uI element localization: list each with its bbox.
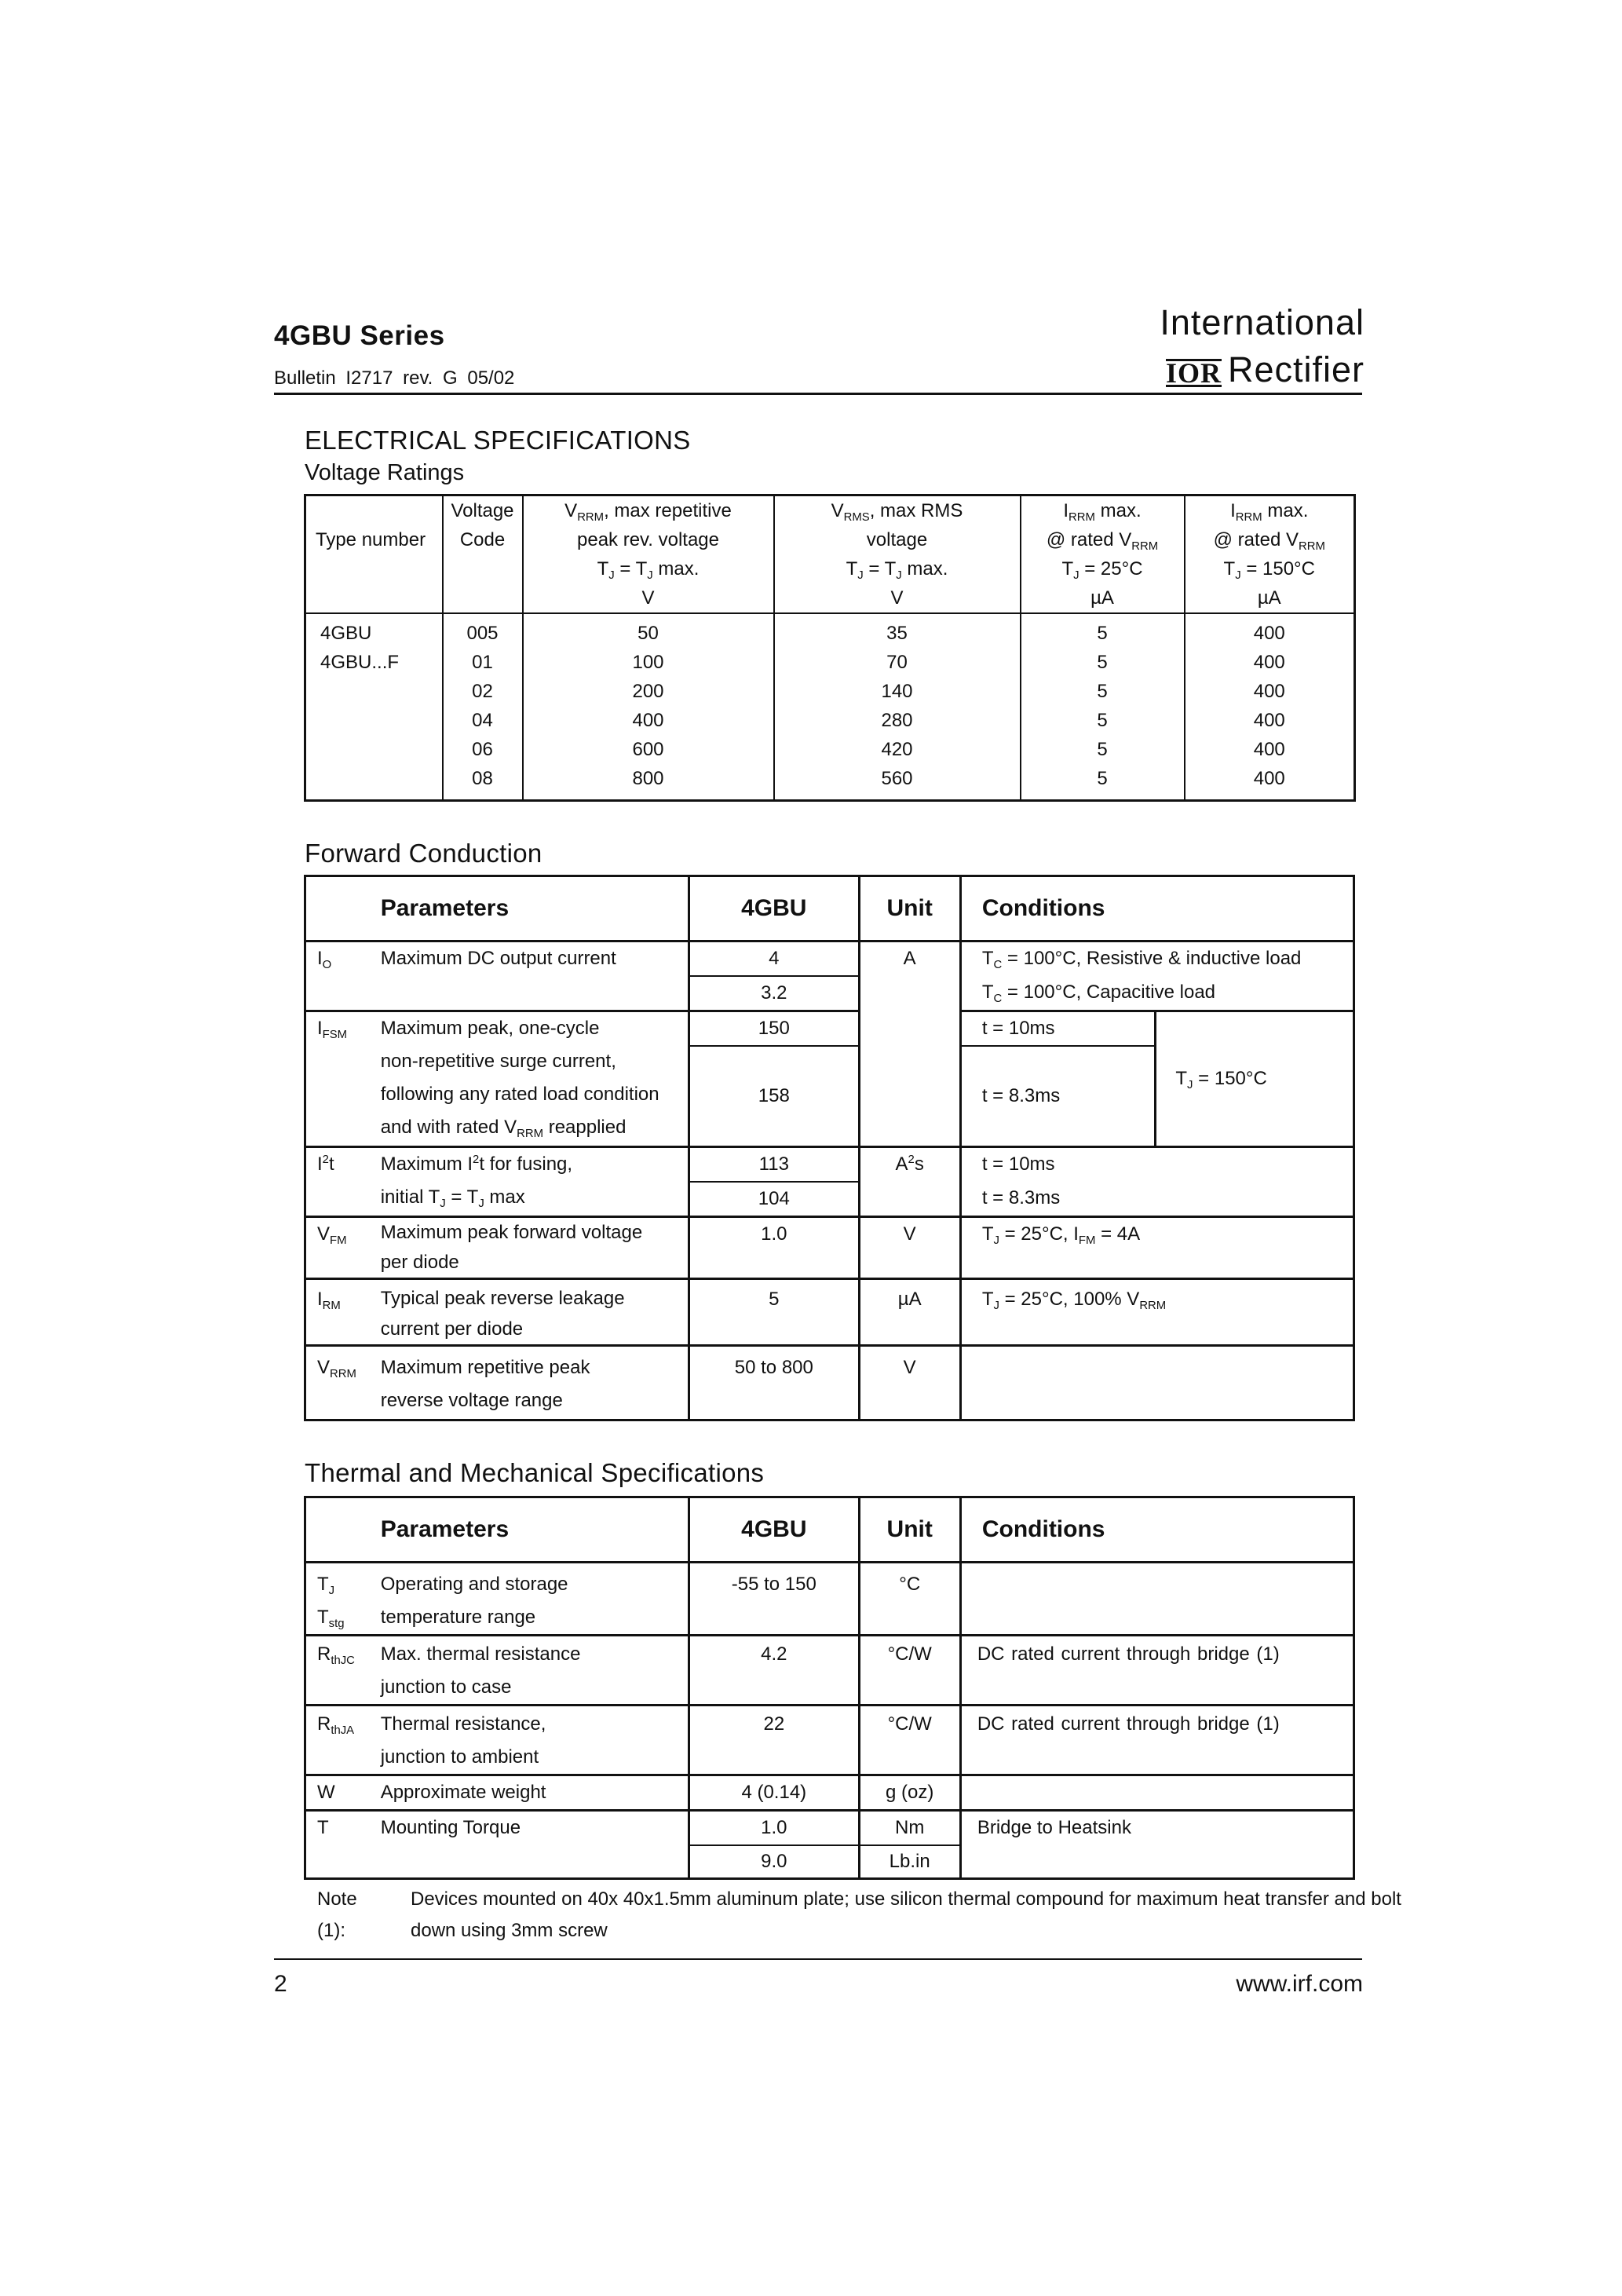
table-row — [305, 1706, 1354, 1775]
irrm-25c-value: 5 — [1021, 648, 1185, 677]
param-ifsm: Maximum peak, one-cycle non-repetitive surge current, following any rated load condition and with rated $V_{RRM}$ reapplied — [381, 1011, 689, 1147]
cond-irm: $T_J = 25^\circ C$, 100% $V_{RRM}$ — [960, 1279, 1353, 1346]
param-i2t: Maximum $I^2t$ for fusing, initial $T_J = T_J$ max — [381, 1147, 689, 1217]
table-row — [305, 613, 1355, 648]
forward-table-header — [305, 876, 1354, 941]
unit-torque-1: Nm — [859, 1811, 960, 1846]
symbol-io: $I_O$ — [317, 948, 332, 972]
vrrm-value: 200 — [523, 677, 774, 706]
page-number: 2 — [274, 1971, 287, 1997]
voltage-code: 06 — [443, 735, 523, 764]
irrm-150c-value: 400 — [1253, 739, 1285, 760]
type-number: 4GBU...F — [305, 648, 443, 677]
symbol-rthjc: $R_{thJC}$ — [305, 1636, 381, 1706]
table-row — [305, 1775, 1354, 1811]
col-parameters: Parameters — [381, 876, 689, 941]
param-weight: Approximate weight — [381, 1775, 689, 1811]
vrrm-value: 100 — [523, 648, 774, 677]
header-type-number: Type number — [305, 495, 443, 614]
value-irm: 5 — [689, 1279, 859, 1346]
vrms-value: 560 — [774, 764, 1021, 801]
col-conditions: Conditions — [960, 876, 1353, 941]
unit-temp: °C — [859, 1563, 960, 1636]
header-irrm-25c: $I_{RRM}$ max. @ rated $V_{RRM}$ $T_J = 25^\circ C$ µA — [1021, 495, 1185, 614]
header-voltage-code: Voltage Code — [443, 495, 523, 614]
cond-ifsm-2: t = 8.3ms — [960, 1046, 1156, 1147]
vrrm-value: 600 — [523, 735, 774, 764]
cond-torque: Bridge to Heatsink — [960, 1811, 1353, 1879]
cond-i2t-2: t = 8.3ms — [981, 1187, 1061, 1208]
irrm-25c-value: 5 — [1021, 735, 1185, 764]
type-number: 4GBU — [305, 613, 443, 648]
vrms-value: 70 — [774, 648, 1021, 677]
cond-io-1: $T_C = 100^\circ C$, Resistive & inductive load — [981, 948, 1302, 972]
symbol-i2t: $I^2t$ — [305, 1147, 381, 1217]
value-ifsm-1: 150 — [689, 1011, 859, 1047]
irrm-150c-value: 400 — [1253, 681, 1285, 702]
voltage-code: 01 — [443, 648, 523, 677]
bulletin-info: Bulletin I2717 rev. G 05/02 — [274, 367, 515, 389]
footer-rule — [274, 1958, 1362, 1960]
cond-ifsm-1: t = 10ms — [960, 1011, 1156, 1047]
unit-irm: µA — [859, 1279, 960, 1346]
table-row — [305, 648, 1355, 677]
table-row — [305, 1563, 1354, 1636]
vrms-value: 280 — [774, 706, 1021, 735]
value-rthjc: 4.2 — [689, 1636, 859, 1706]
table-row — [305, 1147, 1354, 1183]
table-row — [305, 735, 1355, 764]
irrm-150c-value: 400 — [1253, 768, 1285, 789]
table-row — [305, 1811, 1354, 1846]
irrm-150c-value: 400 — [1253, 710, 1285, 731]
table-row — [305, 764, 1355, 801]
col-unit: Unit — [859, 876, 960, 941]
param-vfm: Maximum peak forward voltage per diode — [381, 1217, 689, 1279]
thermal-mechanical-heading: Thermal and Mechanical Specifications — [305, 1458, 765, 1487]
footnote-label: Note (1): — [317, 1888, 357, 1941]
value-torque-1: 1.0 — [689, 1811, 859, 1846]
unit-rthja: °C/W — [859, 1706, 960, 1775]
vrrm-value: 400 — [523, 706, 774, 735]
voltage-table-header — [305, 495, 1355, 614]
col-part: 4GBU — [689, 1497, 859, 1563]
value-rthja: 22 — [689, 1706, 859, 1775]
symbol-ifsm: $I_{FSM}$ — [305, 1011, 381, 1147]
col-parameters: Parameters — [381, 1497, 689, 1563]
param-rthja: Thermal resistance, junction to ambient — [381, 1706, 689, 1775]
table-row — [305, 1217, 1354, 1279]
table-row — [305, 677, 1355, 706]
table-row — [305, 1346, 1354, 1420]
company-logo — [1160, 302, 1364, 393]
table-row — [305, 1011, 1354, 1047]
cond-ifsm-tj: $T_J = 150^\circ C$ — [1156, 1011, 1354, 1147]
param-io: Maximum DC output current — [380, 948, 616, 969]
unit-vrrm: V — [859, 1346, 960, 1420]
voltage-code: 08 — [443, 764, 523, 801]
value-i2t-2: 104 — [689, 1182, 859, 1217]
cond-io-2: $T_C = 100^\circ C$, Capacitive load — [981, 982, 1216, 1006]
voltage-code: 02 — [443, 677, 523, 706]
symbol-vfm: $V_{FM}$ — [305, 1217, 381, 1279]
thermal-table-header — [305, 1497, 1354, 1563]
voltage-code: 04 — [443, 706, 523, 735]
vrms-value: 140 — [774, 677, 1021, 706]
voltage-ratings-heading: Voltage Ratings — [305, 460, 465, 485]
value-ifsm-2: 158 — [689, 1046, 859, 1147]
electrical-specifications-heading: ELECTRICAL SPECIFICATIONS — [305, 426, 691, 455]
forward-conduction-table — [304, 875, 1355, 1421]
symbol-irm: $I_{RM}$ — [305, 1279, 381, 1346]
vrrm-value: 50 — [523, 613, 774, 648]
symbol-t: T — [305, 1811, 381, 1879]
cond-i2t-1: t = 10ms — [960, 1147, 1353, 1183]
header-vrms: $V_{RMS}$, max RMS voltage $T_J = T_J$ max. V — [774, 495, 1021, 614]
table-row — [305, 706, 1355, 735]
value-vrrm: 50 to 800 — [689, 1346, 859, 1420]
unit-rthjc: °C/W — [859, 1636, 960, 1706]
symbol-rthja: $R_{thJA}$ — [305, 1706, 381, 1775]
param-rthjc: Max. thermal resistance junction to case — [381, 1636, 689, 1706]
voltage-ratings-table — [304, 494, 1356, 802]
col-conditions: Conditions — [960, 1497, 1353, 1563]
col-part: 4GBU — [689, 876, 859, 941]
unit-io: A — [859, 941, 960, 1011]
table-row — [305, 1636, 1354, 1706]
unit-weight: g (oz) — [859, 1775, 960, 1811]
unit-torque-2: Lb.in — [859, 1845, 960, 1879]
value-torque-2: 9.0 — [689, 1845, 859, 1879]
irrm-25c-value: 5 — [1021, 706, 1185, 735]
irrm-25c-value: 5 — [1021, 613, 1185, 648]
irrm-25c-value: 5 — [1021, 764, 1185, 801]
vrms-value: 420 — [774, 735, 1021, 764]
symbol-w: W — [305, 1775, 381, 1811]
cond-rthja: DC rated current through bridge (1) — [960, 1706, 1353, 1775]
param-vrrm: Maximum repetitive peak reverse voltage range — [381, 1346, 689, 1420]
vrms-value: 35 — [774, 613, 1021, 648]
irrm-25c-value: 5 — [1021, 677, 1185, 706]
value-io-1: 4 — [689, 941, 859, 977]
unit-vfm: V — [859, 1217, 960, 1279]
header-rule — [274, 393, 1362, 395]
value-i2t-1: 113 — [689, 1147, 859, 1183]
thermal-mechanical-table — [304, 1496, 1355, 1880]
voltage-code: 005 — [443, 613, 523, 648]
header-vrrm: $V_{RRM}$, max repetitive peak rev. voltage $T_J = T_J$ max. V — [523, 495, 774, 614]
symbol-tj-tstg: $T_J$ $T_{stg}$ — [317, 1574, 345, 1631]
col-unit: Unit — [859, 1497, 960, 1563]
table-row — [305, 941, 1354, 977]
param-irm: Typical peak reverse leakage current per diode — [381, 1279, 689, 1346]
table-row — [305, 1279, 1354, 1346]
value-io-2: 3.2 — [689, 976, 859, 1011]
irrm-150c-value: 400 — [1253, 652, 1285, 673]
irrm-150c-value: 400 — [1253, 623, 1285, 644]
param-torque: Mounting Torque — [381, 1811, 689, 1879]
footnote-text: Devices mounted on 40x 40x1.5mm aluminum plate; use silicon thermal compound for maximum heat transfer and bolt down using 3mm screw — [411, 1888, 1401, 1941]
param-operating-temp: Operating and storage temperature range — [380, 1574, 568, 1628]
cond-vfm: $T_J = 25^\circ C$, $I_{FM} = 4A$ — [960, 1217, 1353, 1279]
value-temp-range: -55 to 150 — [689, 1563, 859, 1636]
value-vfm: 1.0 — [689, 1217, 859, 1279]
document-title: 4GBU Series — [274, 320, 445, 351]
cond-rthjc: DC rated current through bridge (1) — [960, 1636, 1353, 1706]
logo-text-rectifier: Rectifier — [1227, 349, 1364, 389]
forward-conduction-heading: Forward Conduction — [305, 839, 542, 868]
vrrm-value: 800 — [523, 764, 774, 801]
logo-ior-mark: IOR — [1165, 357, 1222, 389]
symbol-vrrm: $V_{RRM}$ — [305, 1346, 381, 1420]
unit-i2t: $A^2s$ — [859, 1147, 960, 1217]
logo-text-international: International — [1160, 302, 1364, 342]
value-weight: 4 (0.14) — [689, 1775, 859, 1811]
header-irrm-150c: $I_{RRM}$ max. @ rated $V_{RRM}$ $T_J = 150^\circ C$ µA — [1185, 495, 1355, 614]
website-link[interactable]: www.irf.com — [1236, 1971, 1363, 1997]
